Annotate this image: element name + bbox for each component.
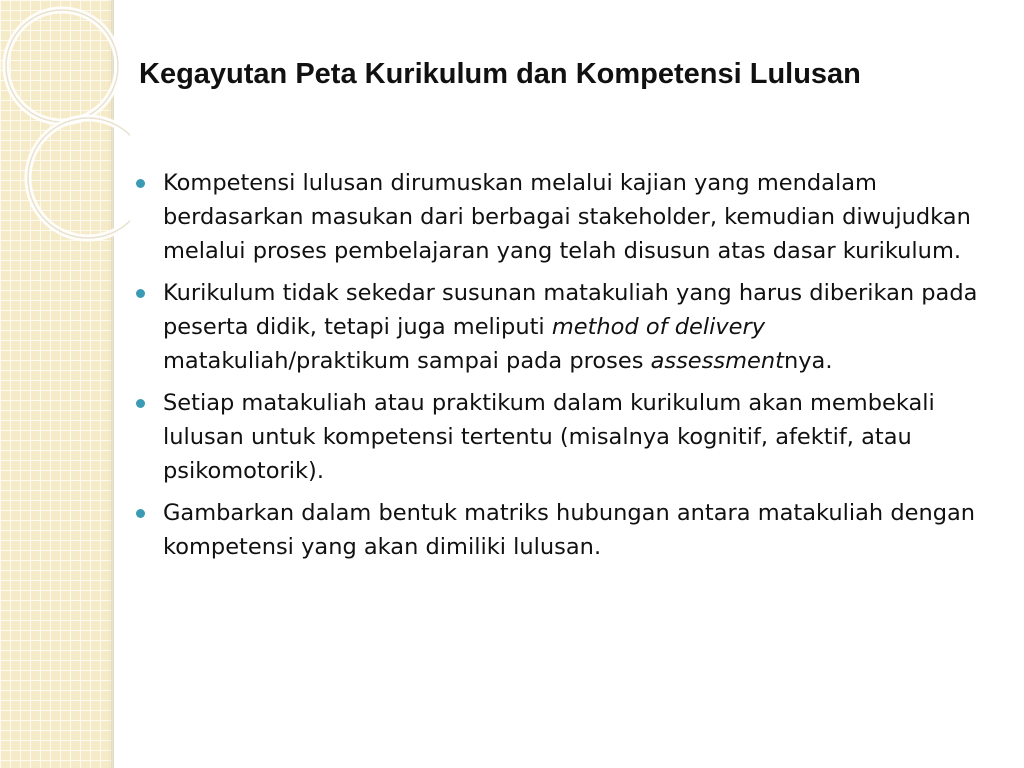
bullet-text	[163, 280, 977, 374]
decorative-rings-icon	[0, 0, 130, 260]
bullet-text: Setiap matakuliah atau praktikum dalam kurikulum akan membekali lulusan untuk kompetensi tertentu (misalnya kognitif, afektif, atau psikomotorik).	[163, 390, 935, 484]
bullet-list	[134, 166, 994, 572]
bullet-item-3	[134, 386, 994, 488]
bullet-text-italic: method of delivery	[551, 314, 766, 340]
bullet-text: Gambarkan dalam bentuk matriks hubungan antara matakuliah dengan kompetensi yang akan dimiliki lulusan.	[163, 500, 976, 560]
bullet-item-2	[134, 276, 994, 378]
bullet-text-part: matakuliah/praktikum sampai pada proses	[163, 348, 651, 374]
bullet-item-1	[134, 166, 994, 268]
bullet-text-part: Kurikulum tidak sekedar susunan matakuliah yang harus diberikan pada peserta didik, tetapi juga meliputi	[163, 280, 978, 340]
slide-title: Kegayutan Peta Kurikulum dan Kompetensi Lulusan	[139, 58, 861, 90]
bullet-icon	[136, 399, 145, 408]
bullet-icon	[136, 289, 145, 298]
bullet-text-italic: assessment	[650, 348, 784, 374]
bullet-text-part: nya.	[783, 348, 833, 374]
bullet-text: Kompetensi lulusan dirumuskan melalui kajian yang mendalam berdasarkan masukan dari berbagai stakeholder, kemudian diwujudkan melalui proses pembelajaran yang telah disusun atas dasar kurikulum.	[163, 170, 971, 264]
bullet-icon	[136, 179, 145, 188]
bullet-item-4	[134, 496, 994, 564]
bullet-icon	[136, 509, 145, 518]
